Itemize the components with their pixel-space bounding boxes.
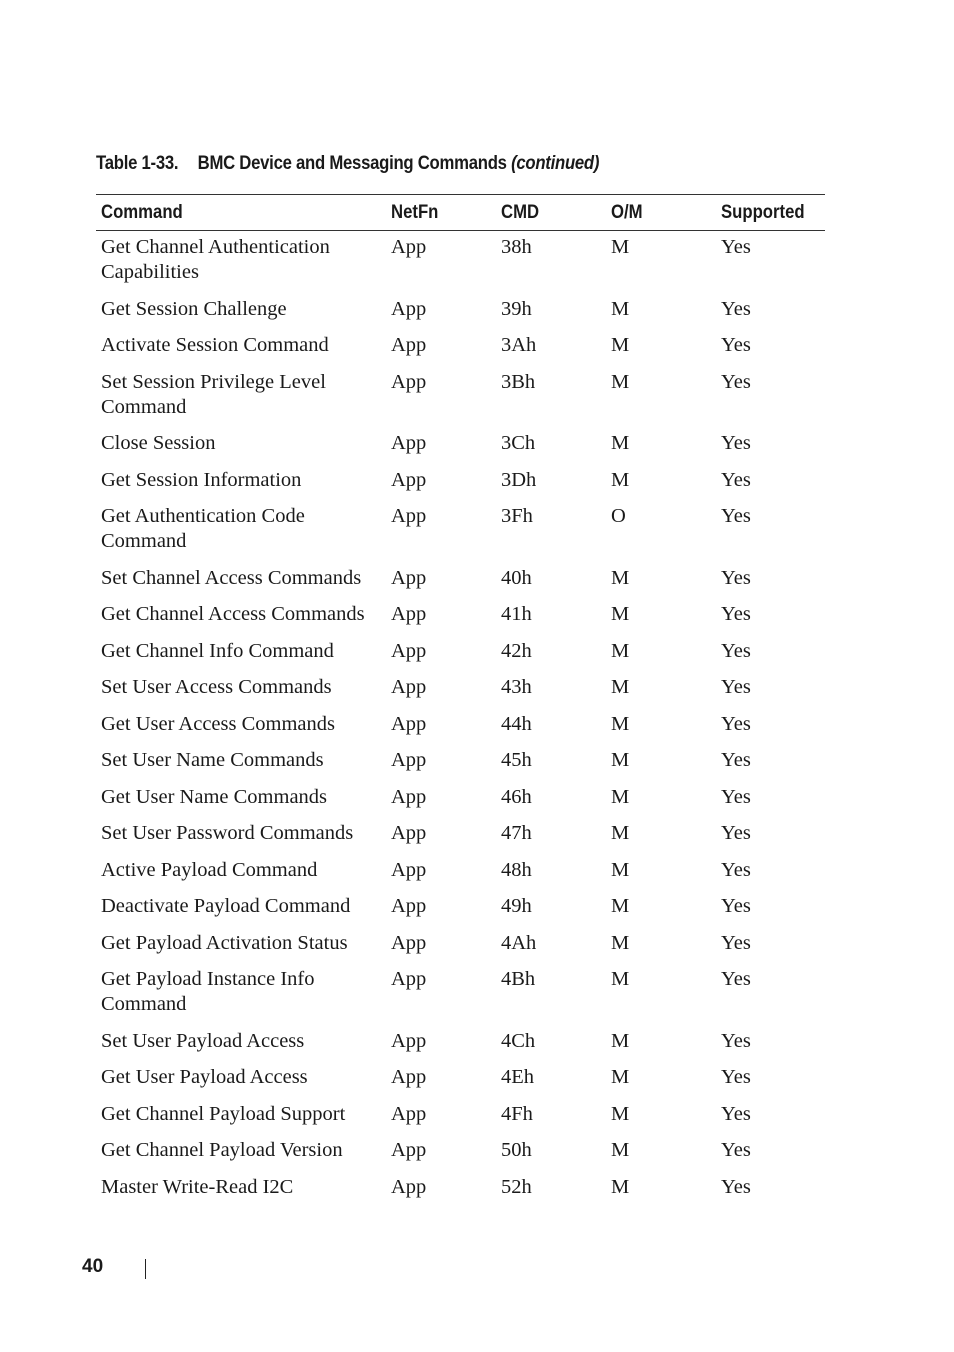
cell-netfn: App <box>391 1175 427 1198</box>
cell-om: M <box>611 639 630 662</box>
footer-divider <box>145 1259 146 1279</box>
cell-command: Get Channel Payload Version <box>101 1139 343 1161</box>
cell-om: M <box>611 432 630 454</box>
cell-om: M <box>611 468 630 491</box>
table-body <box>96 231 825 1209</box>
cell-om: M <box>611 236 630 258</box>
cell-om: M <box>611 1029 630 1052</box>
cell-supported: Yes <box>721 1139 751 1161</box>
cell-supported: Yes <box>721 822 751 844</box>
cell-om: M <box>611 676 630 698</box>
cell-netfn: App <box>391 1066 427 1088</box>
cell-om: M <box>611 858 630 881</box>
table-row <box>96 501 825 563</box>
cell-netfn: App <box>391 858 427 881</box>
cell-netfn: App <box>391 895 427 917</box>
cell-supported: Yes <box>721 297 751 320</box>
cell-om: M <box>611 968 630 990</box>
cell-command: Get Session Information <box>101 468 302 491</box>
cell-cmd: 4Ch <box>501 1029 536 1052</box>
cell-supported: Yes <box>721 468 751 491</box>
table-row <box>96 891 825 928</box>
cell-supported: Yes <box>721 370 751 393</box>
cell-command: Close Session <box>101 432 216 454</box>
cell-om: M <box>611 1139 630 1161</box>
cell-netfn: App <box>391 968 427 990</box>
cell-om: M <box>611 297 630 320</box>
cell-cmd: 47h <box>501 822 532 844</box>
table-row <box>96 1172 825 1209</box>
cell-cmd: 41h <box>501 603 532 625</box>
cell-command: Get Payload Instance Info Command <box>101 968 315 1015</box>
cell-supported: Yes <box>721 1066 751 1088</box>
table-row <box>96 563 825 600</box>
table-row <box>96 818 825 855</box>
table-continued-label: (continued) <box>511 153 600 174</box>
cell-supported: Yes <box>721 334 751 356</box>
cell-supported: Yes <box>721 603 751 625</box>
cell-netfn: App <box>391 931 427 954</box>
cell-command: Get Channel Authentication Capabilities <box>101 236 330 283</box>
commands-table <box>96 194 825 1208</box>
table-number: Table 1-33. <box>96 153 179 174</box>
cell-om: M <box>611 603 630 625</box>
cell-netfn: App <box>391 676 427 698</box>
table-row <box>96 231 825 294</box>
cell-om: M <box>611 370 630 393</box>
cell-supported: Yes <box>721 639 751 662</box>
cell-supported: Yes <box>721 676 751 698</box>
cell-command: Master Write-Read I2C <box>101 1175 294 1198</box>
cell-supported: Yes <box>721 858 751 881</box>
table-row <box>96 964 825 1026</box>
cell-cmd: 3Fh <box>501 505 533 527</box>
cell-netfn: App <box>391 370 427 393</box>
cell-netfn: App <box>391 749 427 771</box>
cell-supported: Yes <box>721 1175 751 1198</box>
cell-cmd: 50h <box>501 1139 532 1161</box>
cell-supported: Yes <box>721 432 751 454</box>
cell-command: Get User Payload Access <box>101 1066 308 1088</box>
table-row <box>96 855 825 892</box>
table-header-row <box>96 195 825 231</box>
cell-cmd: 52h <box>501 1175 532 1198</box>
cell-cmd: 40h <box>501 566 532 589</box>
cell-netfn: App <box>391 785 427 808</box>
cell-cmd: 3Dh <box>501 468 537 491</box>
cell-netfn: App <box>391 712 427 735</box>
cell-netfn: App <box>391 236 427 258</box>
column-header-netfn: NetFn <box>386 195 496 231</box>
cell-netfn: App <box>391 432 427 454</box>
cell-om: M <box>611 822 630 844</box>
cell-command: Get Channel Access Commands <box>101 603 365 625</box>
column-header-supported: Supported <box>716 195 825 231</box>
cell-supported: Yes <box>721 566 751 589</box>
table-title: BMC Device and Messaging Commands <box>197 153 507 174</box>
column-header-cmd: CMD <box>496 195 606 231</box>
cell-command: Get Session Challenge <box>101 297 287 320</box>
cell-cmd: 3Ah <box>501 334 537 356</box>
cell-netfn: App <box>391 505 427 527</box>
column-header-command: Command <box>96 195 386 231</box>
cell-cmd: 38h <box>501 236 532 258</box>
table-row <box>96 330 825 367</box>
cell-command: Get Channel Payload Support <box>101 1102 346 1125</box>
cell-netfn: App <box>391 639 427 662</box>
cell-command: Deactivate Payload Command <box>101 895 351 917</box>
table-row <box>96 367 825 429</box>
cell-command: Set Channel Access Commands <box>101 566 362 589</box>
cell-cmd: 3Bh <box>501 370 536 393</box>
table-row <box>96 465 825 502</box>
table-row <box>96 782 825 819</box>
cell-command: Set Session Privilege Level Command <box>101 370 326 418</box>
cell-supported: Yes <box>721 1102 751 1125</box>
cell-cmd: 4Eh <box>501 1066 535 1088</box>
cell-om: M <box>611 931 630 954</box>
cell-om: M <box>611 712 630 735</box>
cell-om: M <box>611 566 630 589</box>
cell-netfn: App <box>391 603 427 625</box>
cell-supported: Yes <box>721 968 751 990</box>
table-row <box>96 636 825 673</box>
table-row <box>96 745 825 782</box>
cell-command: Get Channel Info Command <box>101 639 334 662</box>
cell-netfn: App <box>391 1139 427 1161</box>
table-row <box>96 1026 825 1063</box>
cell-supported: Yes <box>721 1029 751 1052</box>
cell-cmd: 4Bh <box>501 968 536 990</box>
cell-cmd: 48h <box>501 858 532 881</box>
table-row <box>96 1099 825 1136</box>
cell-cmd: 49h <box>501 895 532 917</box>
cell-cmd: 44h <box>501 712 532 735</box>
cell-om: M <box>611 785 630 808</box>
table-row <box>96 428 825 465</box>
cell-om: M <box>611 1066 630 1088</box>
cell-supported: Yes <box>721 931 751 954</box>
table-caption <box>96 153 599 175</box>
table-row <box>96 599 825 636</box>
cell-command: Set User Payload Access <box>101 1029 305 1052</box>
cell-cmd: 3Ch <box>501 432 536 454</box>
cell-command: Set User Access Commands <box>101 676 332 698</box>
cell-cmd: 46h <box>501 785 532 808</box>
table-row <box>96 672 825 709</box>
cell-supported: Yes <box>721 712 751 735</box>
cell-om: M <box>611 1175 630 1198</box>
cell-om: O <box>611 505 626 527</box>
cell-om: M <box>611 334 630 356</box>
cell-cmd: 4Ah <box>501 931 537 954</box>
cell-supported: Yes <box>721 895 751 917</box>
page-number: 40 <box>82 1256 104 1277</box>
cell-netfn: App <box>391 334 427 356</box>
table-row <box>96 709 825 746</box>
cell-cmd: 39h <box>501 297 532 320</box>
cell-command: Get Authentication Code Command <box>101 505 305 552</box>
cell-supported: Yes <box>721 749 751 771</box>
table-row <box>96 1135 825 1172</box>
cell-netfn: App <box>391 1102 427 1125</box>
cell-netfn: App <box>391 297 427 320</box>
column-header-om: O/M <box>606 195 716 231</box>
cell-cmd: 43h <box>501 676 532 698</box>
cell-netfn: App <box>391 822 427 844</box>
cell-cmd: 45h <box>501 749 532 771</box>
cell-command: Set User Password Commands <box>101 822 354 844</box>
cell-om: M <box>611 895 630 917</box>
cell-cmd: 4Fh <box>501 1102 533 1125</box>
cell-supported: Yes <box>721 236 751 258</box>
cell-command: Set User Name Commands <box>101 749 324 771</box>
cell-command: Get User Access Commands <box>101 712 335 735</box>
cell-supported: Yes <box>721 505 751 527</box>
cell-om: M <box>611 1102 630 1125</box>
table-row <box>96 294 825 331</box>
cell-command: Active Payload Command <box>101 858 318 881</box>
cell-netfn: App <box>391 566 427 589</box>
table-row <box>96 928 825 965</box>
cell-netfn: App <box>391 468 427 491</box>
cell-command: Get User Name Commands <box>101 785 328 808</box>
cell-om: M <box>611 749 630 771</box>
cell-command: Get Payload Activation Status <box>101 931 348 954</box>
cell-cmd: 42h <box>501 639 532 662</box>
cell-command: Activate Session Command <box>101 334 329 356</box>
cell-netfn: App <box>391 1029 427 1052</box>
cell-supported: Yes <box>721 785 751 808</box>
table-row <box>96 1062 825 1099</box>
